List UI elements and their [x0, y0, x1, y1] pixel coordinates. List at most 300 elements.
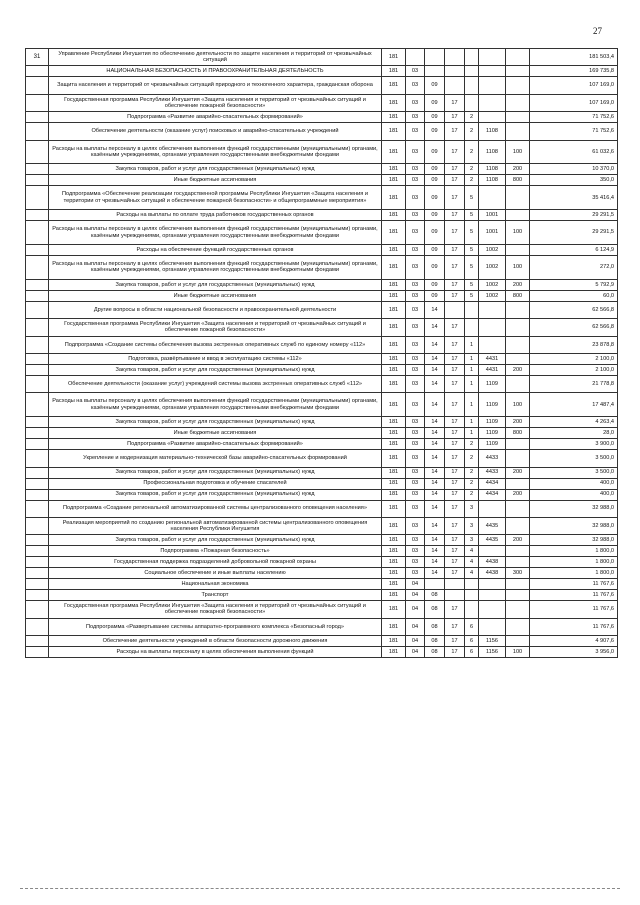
item-name-cell: Подпрограмма «Развитие аварийно-спасательных формирований»: [49, 439, 382, 450]
grbs-code-cell: 181: [382, 175, 406, 186]
table-row: [26, 500, 618, 517]
program-code-cell: 17: [445, 353, 465, 364]
direction-code-cell: 4434: [479, 478, 506, 489]
subprogram-code-cell: [465, 601, 479, 618]
row-number-cell: [26, 417, 49, 428]
table-row: [26, 590, 618, 601]
expense-type-code-cell: 200: [506, 364, 530, 375]
subprogram-code-cell: 1: [465, 364, 479, 375]
section-code-cell: 03: [406, 478, 425, 489]
subprogram-code-cell: 1: [465, 353, 479, 364]
direction-code-cell: 1156: [479, 647, 506, 658]
table-row: [26, 428, 618, 439]
subsection-code-cell: 09: [425, 221, 445, 245]
amount-cell: 28,0: [530, 428, 618, 439]
program-code-cell: 17: [445, 175, 465, 186]
section-code-cell: 03: [406, 221, 425, 245]
item-name-cell: Подготовка, развёртывание и ввод в эксплуатацию системы «112»: [49, 353, 382, 364]
section-code-cell: 04: [406, 636, 425, 647]
row-number-cell: [26, 290, 49, 301]
section-code-cell: 03: [406, 164, 425, 175]
expense-type-code-cell: 200: [506, 467, 530, 478]
direction-code-cell: 1002: [479, 290, 506, 301]
table-row: [26, 279, 618, 290]
program-code-cell: 17: [445, 450, 465, 467]
direction-code-cell: 4431: [479, 364, 506, 375]
program-code-cell: 17: [445, 164, 465, 175]
row-number-cell: [26, 489, 49, 500]
direction-code-cell: [479, 112, 506, 123]
expense-type-code-cell: 200: [506, 279, 530, 290]
grbs-code-cell: 181: [382, 601, 406, 618]
table-row: [26, 439, 618, 450]
amount-cell: 10 370,0: [530, 164, 618, 175]
item-name-cell: Подпрограмма «Создание системы обеспечения вызова экстренных оперативных служб по единому номеру «112»: [49, 336, 382, 353]
item-name-cell: Подпрограмма «Обеспечение реализации государственной программы Республики Ингушетия «Защита населения и территории от чрезвычайных ситуаций и обеспечение пожарной безопасности» и общепрограммные мероприятия»: [49, 186, 382, 210]
row-number-cell: [26, 568, 49, 579]
grbs-code-cell: 181: [382, 186, 406, 210]
direction-code-cell: 1109: [479, 375, 506, 392]
program-code-cell: 17: [445, 123, 465, 140]
subprogram-code-cell: 4: [465, 546, 479, 557]
table-row: [26, 647, 618, 658]
subsection-code-cell: 14: [425, 517, 445, 534]
direction-code-cell: [479, 601, 506, 618]
section-code-cell: 03: [406, 112, 425, 123]
direction-code-cell: 4438: [479, 568, 506, 579]
item-name-cell: Защита населения и территорий от чрезвычайных ситуаций природного и техногенного характера, гражданская оборона: [49, 77, 382, 94]
grbs-code-cell: 181: [382, 244, 406, 255]
table-row: [26, 478, 618, 489]
program-code-cell: 17: [445, 546, 465, 557]
direction-code-cell: 1001: [479, 210, 506, 221]
expense-type-code-cell: [506, 49, 530, 66]
grbs-code-cell: 181: [382, 618, 406, 635]
amount-cell: 32 988,0: [530, 535, 618, 546]
section-code-cell: 03: [406, 279, 425, 290]
subprogram-code-cell: [465, 94, 479, 111]
section-code-cell: 03: [406, 568, 425, 579]
direction-code-cell: 1002: [479, 255, 506, 279]
subprogram-code-cell: 1: [465, 375, 479, 392]
amount-cell: 181 503,4: [530, 49, 618, 66]
amount-cell: 32 988,0: [530, 500, 618, 517]
table-row: [26, 467, 618, 478]
expense-type-code-cell: [506, 546, 530, 557]
subsection-code-cell: 14: [425, 319, 445, 336]
subprogram-code-cell: [465, 301, 479, 318]
program-code-cell: 17: [445, 517, 465, 534]
section-code-cell: 03: [406, 210, 425, 221]
table-row: [26, 557, 618, 568]
item-name-cell: Подпрограмма «Развитие аварийно-спасательных формирований»: [49, 112, 382, 123]
subprogram-code-cell: 5: [465, 210, 479, 221]
row-number-cell: 31: [26, 49, 49, 66]
row-number-cell: [26, 546, 49, 557]
subsection-code-cell: 09: [425, 77, 445, 94]
item-name-cell: Подпрограмма «Создание региональной автоматизированной системы централизованного оповещения населения»: [49, 500, 382, 517]
subprogram-code-cell: 1: [465, 428, 479, 439]
table-row: [26, 210, 618, 221]
subsection-code-cell: 14: [425, 478, 445, 489]
table-row: [26, 77, 618, 94]
expense-type-code-cell: [506, 636, 530, 647]
direction-code-cell: 1001: [479, 221, 506, 245]
grbs-code-cell: 181: [382, 336, 406, 353]
amount-cell: 2 100,0: [530, 364, 618, 375]
section-code-cell: 03: [406, 244, 425, 255]
item-name-cell: Расходы на выплаты персоналу в целях обеспечения выполнения функций государственными (муниципальными) органами, казёнными учреждениями, органами управления государственными внебюджетными фондами: [49, 393, 382, 417]
amount-cell: 32 988,0: [530, 517, 618, 534]
expense-type-code-cell: [506, 353, 530, 364]
direction-code-cell: [479, 186, 506, 210]
program-code-cell: 17: [445, 417, 465, 428]
program-code-cell: 17: [445, 94, 465, 111]
program-code-cell: 17: [445, 647, 465, 658]
expense-type-code-cell: [506, 579, 530, 590]
table-row: [26, 49, 618, 66]
table-row: [26, 579, 618, 590]
direction-code-cell: [479, 590, 506, 601]
direction-code-cell: 1109: [479, 417, 506, 428]
direction-code-cell: 1108: [479, 175, 506, 186]
amount-cell: 1 800,0: [530, 557, 618, 568]
amount-cell: 71 752,6: [530, 123, 618, 140]
amount-cell: 11 767,6: [530, 601, 618, 618]
program-code-cell: 17: [445, 290, 465, 301]
expense-type-code-cell: [506, 94, 530, 111]
subprogram-code-cell: [465, 319, 479, 336]
table-row: [26, 140, 618, 164]
section-code-cell: 03: [406, 94, 425, 111]
item-name-cell: Закупка товаров, работ и услуг для государственных (муниципальных) нужд: [49, 467, 382, 478]
subsection-code-cell: 14: [425, 489, 445, 500]
grbs-code-cell: 181: [382, 393, 406, 417]
subsection-code-cell: [425, 579, 445, 590]
table-row: [26, 568, 618, 579]
subsection-code-cell: 14: [425, 467, 445, 478]
program-code-cell: 17: [445, 489, 465, 500]
subprogram-code-cell: 2: [465, 140, 479, 164]
expense-type-code-cell: [506, 123, 530, 140]
subsection-code-cell: 14: [425, 450, 445, 467]
subsection-code-cell: 14: [425, 301, 445, 318]
section-code-cell: 03: [406, 557, 425, 568]
subprogram-code-cell: [465, 77, 479, 94]
subprogram-code-cell: 6: [465, 647, 479, 658]
grbs-code-cell: 181: [382, 417, 406, 428]
grbs-code-cell: 181: [382, 467, 406, 478]
row-number-cell: [26, 467, 49, 478]
grbs-code-cell: 181: [382, 112, 406, 123]
amount-cell: 350,0: [530, 175, 618, 186]
program-code-cell: 17: [445, 557, 465, 568]
item-name-cell: Управление Республики Ингушетия по обеспечению деятельности по защите населения и территорий от чрезвычайных ситуаций: [49, 49, 382, 66]
section-code-cell: 03: [406, 375, 425, 392]
row-number-cell: [26, 647, 49, 658]
expense-type-code-cell: [506, 186, 530, 210]
expense-type-code-cell: 100: [506, 255, 530, 279]
bottom-divider: [20, 888, 620, 889]
row-number-cell: [26, 500, 49, 517]
amount-cell: 11 767,6: [530, 618, 618, 635]
subprogram-code-cell: 5: [465, 279, 479, 290]
amount-cell: 272,0: [530, 255, 618, 279]
item-name-cell: Подпрограмма «Пожарная безопасность»: [49, 546, 382, 557]
subsection-code-cell: 08: [425, 601, 445, 618]
grbs-code-cell: 181: [382, 66, 406, 77]
item-name-cell: Другие вопросы в области национальной безопасности и правоохранительной деятельности: [49, 301, 382, 318]
direction-code-cell: 4431: [479, 353, 506, 364]
row-number-cell: [26, 66, 49, 77]
direction-code-cell: 1002: [479, 244, 506, 255]
subsection-code-cell: 14: [425, 439, 445, 450]
grbs-code-cell: 181: [382, 255, 406, 279]
table-row: [26, 66, 618, 77]
row-number-cell: [26, 255, 49, 279]
expense-type-code-cell: 100: [506, 647, 530, 658]
section-code-cell: 03: [406, 336, 425, 353]
direction-code-cell: 1108: [479, 164, 506, 175]
expense-type-code-cell: 100: [506, 393, 530, 417]
subsection-code-cell: 08: [425, 618, 445, 635]
expense-type-code-cell: 200: [506, 417, 530, 428]
row-number-cell: [26, 112, 49, 123]
item-name-cell: Расходы на выплаты персоналу в целях обеспечения выполнения функций: [49, 647, 382, 658]
program-code-cell: 17: [445, 467, 465, 478]
program-code-cell: [445, 590, 465, 601]
subsection-code-cell: 09: [425, 290, 445, 301]
program-code-cell: 17: [445, 568, 465, 579]
grbs-code-cell: 181: [382, 428, 406, 439]
item-name-cell: НАЦИОНАЛЬНАЯ БЕЗОПАСНОСТЬ И ПРАВООХРАНИТЕЛЬНАЯ ДЕЯТЕЛЬНОСТЬ: [49, 66, 382, 77]
item-name-cell: Закупка товаров, работ и услуг для государственных (муниципальных) нужд: [49, 279, 382, 290]
item-name-cell: Обеспечение деятельности (оказание услуг) учреждений системы вызова экстренных оперативных служб «112»: [49, 375, 382, 392]
subprogram-code-cell: 3: [465, 517, 479, 534]
direction-code-cell: [479, 301, 506, 318]
item-name-cell: Иные бюджетные ассигнования: [49, 175, 382, 186]
amount-cell: 62 566,8: [530, 319, 618, 336]
section-code-cell: 03: [406, 467, 425, 478]
expense-type-code-cell: [506, 244, 530, 255]
row-number-cell: [26, 336, 49, 353]
table-row: [26, 618, 618, 635]
section-code-cell: 03: [406, 140, 425, 164]
subsection-code-cell: 09: [425, 123, 445, 140]
expense-type-code-cell: [506, 77, 530, 94]
amount-cell: 11 767,6: [530, 579, 618, 590]
subsection-code-cell: 09: [425, 140, 445, 164]
grbs-code-cell: 181: [382, 489, 406, 500]
item-name-cell: Реализация мероприятий по созданию региональной автоматизированной системы централизованного оповещения населения Республики Ингушетия: [49, 517, 382, 534]
item-name-cell: Транспорт: [49, 590, 382, 601]
section-code-cell: 03: [406, 517, 425, 534]
section-code-cell: 03: [406, 353, 425, 364]
expense-type-code-cell: [506, 336, 530, 353]
grbs-code-cell: 181: [382, 140, 406, 164]
row-number-cell: [26, 123, 49, 140]
grbs-code-cell: 181: [382, 94, 406, 111]
subsection-code-cell: [425, 66, 445, 77]
item-name-cell: Закупка товаров, работ и услуг для государственных (муниципальных) нужд: [49, 489, 382, 500]
row-number-cell: [26, 301, 49, 318]
program-code-cell: 17: [445, 428, 465, 439]
row-number-cell: [26, 164, 49, 175]
section-code-cell: 03: [406, 290, 425, 301]
expense-type-code-cell: [506, 375, 530, 392]
table-row: [26, 164, 618, 175]
item-name-cell: Расходы на выплаты персоналу в целях обеспечения выполнения функций государственными (муниципальными) органами, казёнными учреждениями, органами управления государственными внебюджетными фондами: [49, 255, 382, 279]
amount-cell: 5 792,9: [530, 279, 618, 290]
direction-code-cell: 1108: [479, 123, 506, 140]
section-code-cell: 03: [406, 417, 425, 428]
subsection-code-cell: 08: [425, 636, 445, 647]
row-number-cell: [26, 279, 49, 290]
row-number-cell: [26, 244, 49, 255]
table-row: [26, 636, 618, 647]
row-number-cell: [26, 618, 49, 635]
grbs-code-cell: 181: [382, 568, 406, 579]
section-code-cell: 03: [406, 77, 425, 94]
amount-cell: 2 100,0: [530, 353, 618, 364]
item-name-cell: Обеспечение деятельности учреждений в области безопасности дорожного движения: [49, 636, 382, 647]
subprogram-code-cell: 2: [465, 450, 479, 467]
item-name-cell: Государственная программа Республики Ингушетия «Защита населения и территорий от чрезвычайных ситуаций и обеспечение пожарной безопасности»: [49, 94, 382, 111]
subprogram-code-cell: [465, 590, 479, 601]
section-code-cell: 04: [406, 618, 425, 635]
amount-cell: 17 487,4: [530, 393, 618, 417]
grbs-code-cell: 181: [382, 279, 406, 290]
expense-type-code-cell: 200: [506, 535, 530, 546]
program-code-cell: 17: [445, 601, 465, 618]
subsection-code-cell: 14: [425, 500, 445, 517]
expense-type-code-cell: [506, 557, 530, 568]
section-code-cell: 03: [406, 364, 425, 375]
table-row: [26, 489, 618, 500]
amount-cell: 169 735,8: [530, 66, 618, 77]
table-row: [26, 546, 618, 557]
amount-cell: 71 752,6: [530, 112, 618, 123]
grbs-code-cell: 181: [382, 636, 406, 647]
amount-cell: 61 032,6: [530, 140, 618, 164]
direction-code-cell: [479, 546, 506, 557]
amount-cell: 400,0: [530, 489, 618, 500]
direction-code-cell: [479, 579, 506, 590]
direction-code-cell: [479, 94, 506, 111]
subprogram-code-cell: 2: [465, 175, 479, 186]
row-number-cell: [26, 210, 49, 221]
subsection-code-cell: 14: [425, 557, 445, 568]
table-row: [26, 175, 618, 186]
subprogram-code-cell: 2: [465, 112, 479, 123]
expense-type-code-cell: 300: [506, 568, 530, 579]
item-name-cell: Расходы на выплаты персоналу в целях обеспечения выполнения функций государственными (муниципальными) органами, казёнными учреждениями, органами управления государственными внебюджетными фондами: [49, 221, 382, 245]
table-row: [26, 290, 618, 301]
item-name-cell: Закупка товаров, работ и услуг для государственных (муниципальных) нужд: [49, 164, 382, 175]
expense-type-code-cell: [506, 66, 530, 77]
grbs-code-cell: 181: [382, 450, 406, 467]
program-code-cell: 17: [445, 140, 465, 164]
amount-cell: 6 124,9: [530, 244, 618, 255]
program-code-cell: 17: [445, 186, 465, 210]
row-number-cell: [26, 186, 49, 210]
amount-cell: 11 767,6: [530, 590, 618, 601]
amount-cell: 1 800,0: [530, 546, 618, 557]
section-code-cell: 03: [406, 489, 425, 500]
grbs-code-cell: 181: [382, 353, 406, 364]
grbs-code-cell: 181: [382, 77, 406, 94]
program-code-cell: 17: [445, 221, 465, 245]
program-code-cell: 17: [445, 636, 465, 647]
subprogram-code-cell: 1: [465, 336, 479, 353]
row-number-cell: [26, 364, 49, 375]
grbs-code-cell: 181: [382, 647, 406, 658]
subprogram-code-cell: 2: [465, 478, 479, 489]
program-code-cell: [445, 49, 465, 66]
expense-type-code-cell: [506, 478, 530, 489]
expense-type-code-cell: [506, 450, 530, 467]
section-code-cell: 03: [406, 319, 425, 336]
direction-code-cell: 4434: [479, 489, 506, 500]
expense-type-code-cell: [506, 439, 530, 450]
expense-type-code-cell: [506, 112, 530, 123]
direction-code-cell: [479, 49, 506, 66]
table-row: [26, 517, 618, 534]
subprogram-code-cell: [465, 66, 479, 77]
row-number-cell: [26, 77, 49, 94]
section-code-cell: 03: [406, 546, 425, 557]
amount-cell: 107 169,0: [530, 94, 618, 111]
subprogram-code-cell: 2: [465, 467, 479, 478]
direction-code-cell: 4433: [479, 467, 506, 478]
subprogram-code-cell: 1: [465, 393, 479, 417]
grbs-code-cell: 181: [382, 439, 406, 450]
subsection-code-cell: 09: [425, 164, 445, 175]
amount-cell: 107 169,0: [530, 77, 618, 94]
program-code-cell: 17: [445, 279, 465, 290]
item-name-cell: Национальная экономика: [49, 579, 382, 590]
direction-code-cell: 1156: [479, 636, 506, 647]
direction-code-cell: 1002: [479, 279, 506, 290]
expense-type-code-cell: [506, 319, 530, 336]
amount-cell: 4 907,6: [530, 636, 618, 647]
grbs-code-cell: 181: [382, 301, 406, 318]
row-number-cell: [26, 450, 49, 467]
grbs-code-cell: 181: [382, 375, 406, 392]
grbs-code-cell: 181: [382, 364, 406, 375]
section-code-cell: 03: [406, 186, 425, 210]
subprogram-code-cell: 2: [465, 489, 479, 500]
direction-code-cell: [479, 319, 506, 336]
amount-cell: 29 291,5: [530, 221, 618, 245]
subprogram-code-cell: 5: [465, 244, 479, 255]
amount-cell: 60,0: [530, 290, 618, 301]
program-code-cell: 17: [445, 500, 465, 517]
subsection-code-cell: 09: [425, 186, 445, 210]
table-row: [26, 221, 618, 245]
item-name-cell: Государственная программа Республики Ингушетия «Защита населения и территорий от чрезвычайных ситуаций и обеспечение пожарной безопасности»: [49, 319, 382, 336]
amount-cell: 400,0: [530, 478, 618, 489]
program-code-cell: [445, 77, 465, 94]
subprogram-code-cell: 6: [465, 618, 479, 635]
table-row: [26, 123, 618, 140]
item-name-cell: Иные бюджетные ассигнования: [49, 290, 382, 301]
subsection-code-cell: 14: [425, 428, 445, 439]
section-code-cell: 03: [406, 393, 425, 417]
subprogram-code-cell: 5: [465, 221, 479, 245]
direction-code-cell: [479, 66, 506, 77]
grbs-code-cell: 181: [382, 590, 406, 601]
